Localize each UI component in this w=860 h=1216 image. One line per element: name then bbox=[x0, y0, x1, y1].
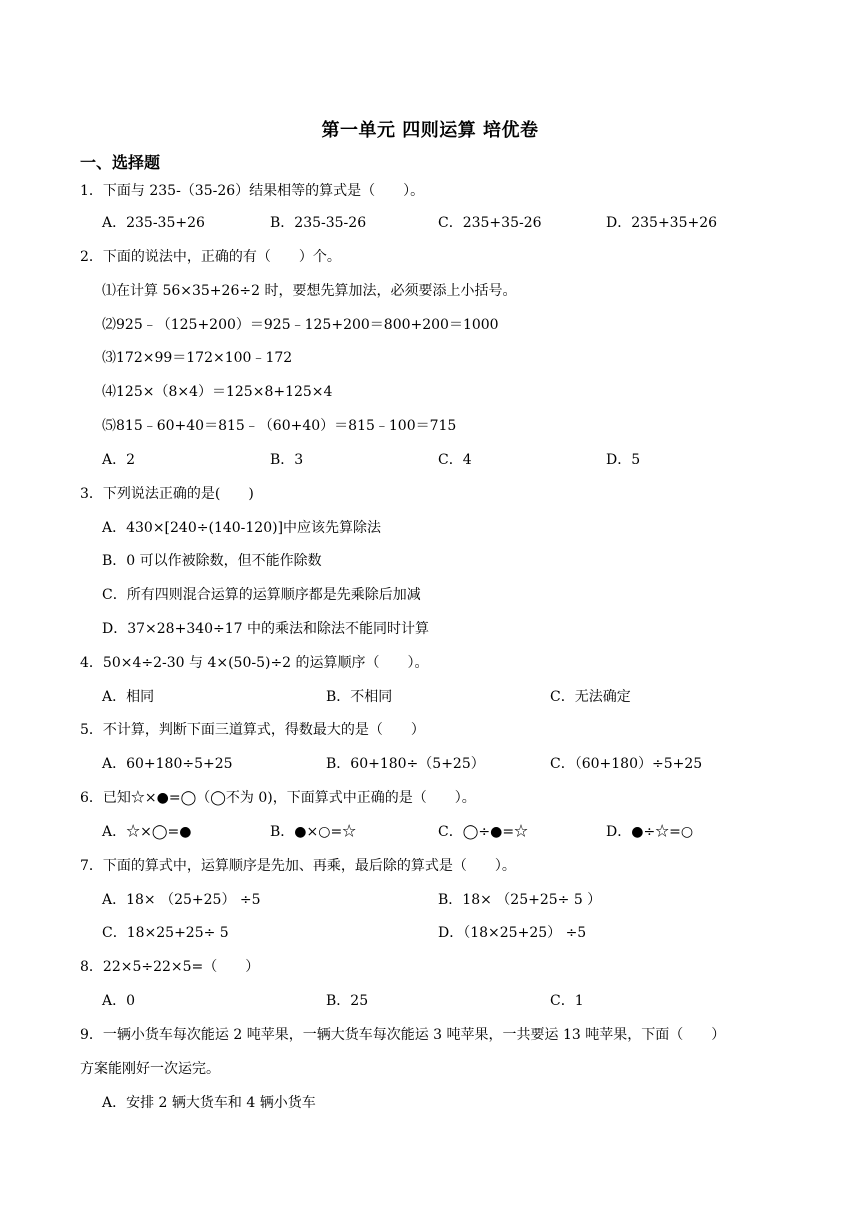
question-4-stem: 4．50×4÷2-30 与 4×(50-5)÷2 的运算顺序（ ）。 bbox=[80, 655, 429, 671]
question-5-option-b: B．60+180÷（5+25） bbox=[326, 756, 485, 772]
question-3-option-d: D．37×28+340÷17 中的乘法和除法不能同时计算 bbox=[102, 621, 430, 637]
question-1-option-d: D．235+35+26 bbox=[606, 215, 718, 231]
question-5-option-c: C．（60+180）÷5+25 bbox=[550, 756, 703, 772]
question-2-statement-5: ⑸815﹣60+40＝815﹣（60+40）＝815﹣100＝715 bbox=[102, 418, 457, 434]
question-1-option-b: B．235-35-26 bbox=[270, 215, 367, 231]
question-4-option-a: A．相同 bbox=[102, 689, 155, 705]
question-3-option-b: B．0 可以作被除数，但不能作除数 bbox=[102, 553, 322, 569]
question-7-stem: 7．下面的算式中，运算顺序是先加、再乘，最后除的算式是（ ）。 bbox=[80, 858, 516, 874]
question-8-option-c: C．1 bbox=[550, 993, 584, 1009]
question-8-option-b: B．25 bbox=[326, 993, 369, 1009]
question-6-stem: 6．已知☆×●=◯（◯不为 0)，下面算式中正确的是（ ）。 bbox=[80, 790, 476, 806]
question-9-option-a: A．安排 2 辆大货车和 4 辆小货车 bbox=[102, 1095, 316, 1111]
question-1-stem: 1．下面与 235-（35-26）结果相等的算式是（ ）。 bbox=[80, 183, 425, 199]
question-1-option-c: C．235+35-26 bbox=[438, 215, 542, 231]
question-4-option-c: C．无法确定 bbox=[550, 689, 631, 705]
question-2-option-a: A．2 bbox=[102, 452, 136, 468]
question-5-option-a: A．60+180÷5+25 bbox=[102, 756, 233, 772]
question-6-option-b: B．●×○=☆ bbox=[270, 824, 357, 840]
question-2-statement-3: ⑶172×99＝172×100﹣172 bbox=[102, 350, 293, 366]
question-2-statement-2: ⑵925﹣（125+200）＝925﹣125+200＝800+200＝1000 bbox=[102, 317, 499, 333]
question-3-option-a: A．430×[240÷(140-120)]中应该先算除法 bbox=[102, 520, 382, 536]
question-2-option-b: B．3 bbox=[270, 452, 304, 468]
question-2-stem: 2．下面的说法中，正确的有（ ）个。 bbox=[80, 249, 341, 265]
question-7-option-b: B．18× （25+25÷ 5 ） bbox=[438, 892, 602, 908]
question-6-option-a: A．☆×◯=● bbox=[102, 824, 192, 840]
question-8-stem: 8．22×5÷22×5=（ ） bbox=[80, 959, 260, 975]
question-5-stem: 5．不计算，判断下面三道算式，得数最大的是（ ） bbox=[80, 722, 425, 738]
question-6-option-d: D．●÷☆=○ bbox=[606, 824, 694, 840]
question-9-stem-line-2: 方案能刚好一次运完。 bbox=[80, 1061, 220, 1077]
question-3-option-c: C．所有四则混合运算的运算顺序都是先乘除后加减 bbox=[102, 587, 421, 603]
question-2-statement-4: ⑷125×（8×4）＝125×8+125×4 bbox=[102, 384, 333, 400]
question-2-option-c: C．4 bbox=[438, 452, 472, 468]
question-9-stem-line-1: 9．一辆小货车每次能运 2 吨苹果，一辆大货车每次能运 3 吨苹果，一共要运 13 吨苹果，下面（ ） bbox=[80, 1027, 726, 1043]
question-3-stem: 3．下列说法正确的是( ) bbox=[80, 486, 254, 502]
question-7-option-a: A．18× （25+25） ÷5 bbox=[102, 892, 261, 908]
section-heading: 一、选择题 bbox=[80, 153, 161, 172]
question-2-statement-1: ⑴在计算 56×35+26÷2 时，要想先算加法，必须要添上小括号。 bbox=[102, 283, 517, 299]
question-7-option-c: C．18×25+25÷ 5 bbox=[102, 925, 229, 941]
question-8-option-a: A．0 bbox=[102, 993, 136, 1009]
question-6-option-c: C．◯÷●=☆ bbox=[438, 824, 529, 840]
document-title: 第一单元 四则运算 培优卷 bbox=[321, 120, 539, 141]
question-1-option-a: A．235-35+26 bbox=[102, 215, 205, 231]
question-4-option-b: B．不相同 bbox=[326, 689, 393, 705]
question-2-option-d: D．5 bbox=[606, 452, 641, 468]
question-7-option-d: D．（18×25+25） ÷5 bbox=[438, 925, 587, 941]
